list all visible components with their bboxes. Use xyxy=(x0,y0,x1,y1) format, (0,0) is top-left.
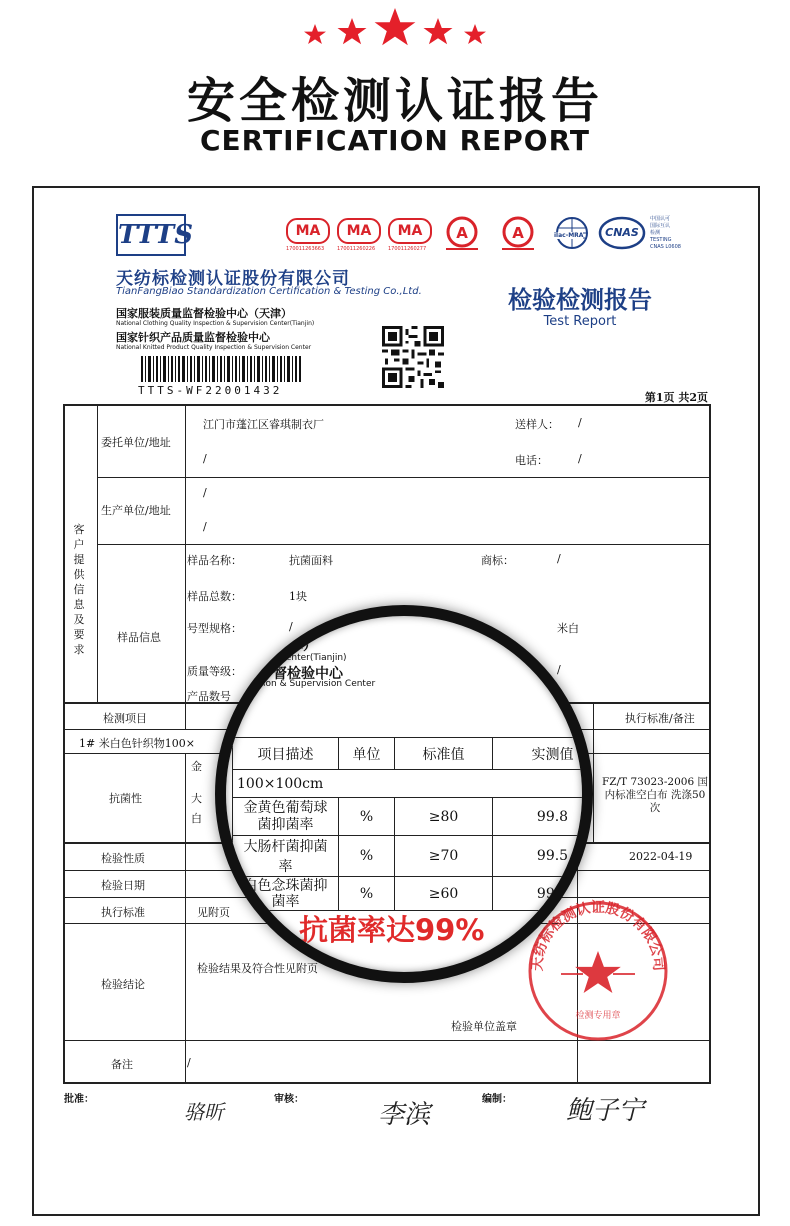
lens-row-val: 99.5 xyxy=(493,836,594,877)
sample-label: 样品信息 xyxy=(117,631,161,644)
remark-label: 备注 xyxy=(111,1058,133,1071)
lens-row-std: ≥60 xyxy=(395,877,493,911)
lens-header-row xyxy=(233,738,594,770)
center2-name-cn: 国家针织产品质量监督检验中心 xyxy=(116,331,270,344)
sender-label: 送样人： xyxy=(515,418,559,431)
client-address: / xyxy=(203,452,207,465)
product-no-label: 产品数号 xyxy=(187,690,231,703)
star-icon xyxy=(424,18,453,44)
table-row xyxy=(233,836,594,877)
star-icon xyxy=(338,18,367,44)
review-label: 审核： xyxy=(274,1094,304,1105)
svg-text:A: A xyxy=(456,224,468,242)
lens-spec-row xyxy=(233,770,594,798)
barcode-icon xyxy=(141,356,301,382)
standard-label: 执行标准 xyxy=(101,906,145,919)
lens-row-val: 99.8 xyxy=(493,798,594,836)
phone-value: / xyxy=(578,452,582,465)
producer-address: / xyxy=(203,520,207,533)
col-divider xyxy=(185,753,186,842)
row-divider xyxy=(97,544,711,545)
count-value: 1块 xyxy=(289,590,307,603)
cnas-text: 中国认可 国际互认 检测 TESTING CNAS L0608 xyxy=(650,216,681,250)
lens-row-val: 99.2 xyxy=(493,877,594,911)
stamp-ring-text: 天纺标检测认证股份有限公司 xyxy=(529,899,667,972)
report-title-cn: 检验检测报告 xyxy=(508,285,652,314)
sample-name-label: 样品名称： xyxy=(187,554,242,567)
sample-name: 抗菌面料 xyxy=(289,554,333,567)
model-value: / xyxy=(289,620,293,633)
page-subtitle: CERTIFICATION REPORT xyxy=(199,124,590,157)
grade-label: 质量等级： xyxy=(187,665,242,678)
lens-bg-text: ion & Supervision Center xyxy=(263,679,376,689)
producer-label: 生产单位/地址 xyxy=(101,504,171,517)
lens-row-desc: 白色念珠菌抑菌率 xyxy=(233,877,339,911)
company-name-cn: 天纺标检测认证股份有限公司 xyxy=(116,269,350,289)
company-logo: TTTS xyxy=(116,214,186,256)
seal-label: 检验单位盖章 xyxy=(451,1020,517,1033)
cma-code: 170011260226 xyxy=(337,246,376,252)
conclusion-label: 检验结论 xyxy=(101,978,145,991)
remark-value: / xyxy=(187,1056,191,1069)
star-icon xyxy=(304,24,326,44)
sender-value: / xyxy=(578,416,582,429)
phone-label: 电话： xyxy=(515,454,548,467)
stamp-bottom-text: 检测专用章 xyxy=(575,1011,621,1021)
date-value: 2022-04-19 xyxy=(629,850,693,863)
lens-header-std: 标准值 xyxy=(395,738,493,770)
trademark-label: 商标： xyxy=(481,554,514,567)
lens-spec: 100×100cm xyxy=(233,770,594,798)
page-title: 安全检测认证报告 xyxy=(186,73,603,129)
sample-row: 1# 米白色针织物100× xyxy=(79,737,195,750)
col-divider xyxy=(593,702,594,842)
cma-logo-2 xyxy=(337,218,381,252)
cnas-label: CNAS xyxy=(605,226,639,239)
standard-text: FZ/T 73023-2006 国内标准空白布 洗涤50次 xyxy=(602,776,708,814)
stars-decoration xyxy=(0,4,790,58)
cma-icon: MA xyxy=(286,218,330,244)
standard-value: 见附页 xyxy=(197,906,230,919)
company-name-en: TianFangBiao Standardization Certification & Testing Co.,Ltd. xyxy=(116,286,422,297)
trademark-value: / xyxy=(557,552,561,565)
color-value: 米白 xyxy=(557,622,579,635)
table-row xyxy=(233,798,594,836)
cma-code: 170011263663 xyxy=(286,246,325,252)
svg-text:A: A xyxy=(512,224,524,242)
lens-header-unit: 单位 xyxy=(339,738,395,770)
model-label: 号型规格： xyxy=(187,622,242,635)
star-icon xyxy=(375,8,416,45)
table-row xyxy=(233,877,594,911)
cal-logo-icon xyxy=(442,216,482,252)
ilac-label: ilac-MRA xyxy=(554,232,584,239)
lens-results-table xyxy=(232,737,593,911)
lens-row-std: ≥70 xyxy=(395,836,493,877)
star-icon xyxy=(575,951,621,993)
cma-logo-1 xyxy=(286,218,330,252)
lens-header-desc: 项目描述 xyxy=(233,738,339,770)
approve-label: 批准： xyxy=(64,1094,94,1105)
center1-name-cn: 国家服装质量监督检验中心（天津） xyxy=(116,307,292,320)
page-number: 第1页 共2页 xyxy=(644,391,708,404)
conclusion-value: 检验结果及符合性见附页 xyxy=(197,962,318,975)
lens-header-val: 实测值 xyxy=(493,738,594,770)
lens-row-desc: 金黄色葡萄球菌抑菌率 xyxy=(233,798,339,836)
col-divider xyxy=(185,842,186,1084)
lens-row-desc: 大肠杆菌抑菌率 xyxy=(233,836,339,877)
date-label: 检验日期 xyxy=(101,879,145,892)
compile-signature: 鲍子宁 xyxy=(566,1096,645,1126)
antibacterial-highlight: 抗菌率达99% xyxy=(299,913,485,947)
lens-bg-text: 督检验中心 xyxy=(273,666,343,682)
cma-icon: MA xyxy=(388,218,432,244)
star-icons xyxy=(295,4,495,54)
cal-logo-icon xyxy=(498,216,538,252)
approve-signature: 骆昕 xyxy=(184,1100,224,1124)
cert-logos xyxy=(286,216,688,256)
customer-section-label: 客户提供信息及要求 xyxy=(73,523,85,656)
cma-logo-3 xyxy=(388,218,432,252)
category-label: 抗菌性 xyxy=(109,792,142,805)
report-title-en: Test Report xyxy=(543,314,617,329)
partial-cell: 金 xyxy=(191,760,202,773)
client-name: 江门市蓬江区睿琪制衣厂 xyxy=(203,418,324,431)
lens-row-unit: % xyxy=(339,877,395,911)
lens-bg-text: ion Center(Tianjin) xyxy=(263,653,347,663)
center2-name-en: National Knitted Product Quality Inspection & Supervision Center xyxy=(116,344,312,351)
grade-value: / xyxy=(557,663,561,676)
partial-cell: 大 xyxy=(191,792,202,805)
lens-row-unit: % xyxy=(339,798,395,836)
item-header: 检测项目 xyxy=(103,712,147,725)
lens-row-std: ≥80 xyxy=(395,798,493,836)
lens-bg-text: （天津） xyxy=(261,638,317,654)
report-number: TTTS-WF22001432 xyxy=(138,384,283,397)
nature-label: 检验性质 xyxy=(101,852,145,865)
qr-code-icon xyxy=(382,326,444,388)
customer-section-col xyxy=(63,404,98,702)
row-divider xyxy=(97,477,711,478)
center1-name-en: National Clothing Quality Inspection & Supervision Center(Tianjin) xyxy=(116,320,315,327)
review-signature: 李滨 xyxy=(378,1100,431,1130)
magnifier-lens xyxy=(215,605,593,983)
cma-code: 170011260277 xyxy=(388,246,427,252)
compile-label: 编制： xyxy=(482,1094,512,1105)
count-label: 样品总数： xyxy=(187,590,242,603)
producer-name: / xyxy=(203,486,207,499)
lens-row-unit: % xyxy=(339,836,395,877)
star-icon xyxy=(464,24,486,44)
col-divider xyxy=(185,702,186,729)
cma-icon: MA xyxy=(337,218,381,244)
partial-cell: 白 xyxy=(191,812,202,825)
client-label: 委托单位/地址 xyxy=(101,436,171,449)
standard-header: 执行标准/备注 xyxy=(625,712,695,725)
